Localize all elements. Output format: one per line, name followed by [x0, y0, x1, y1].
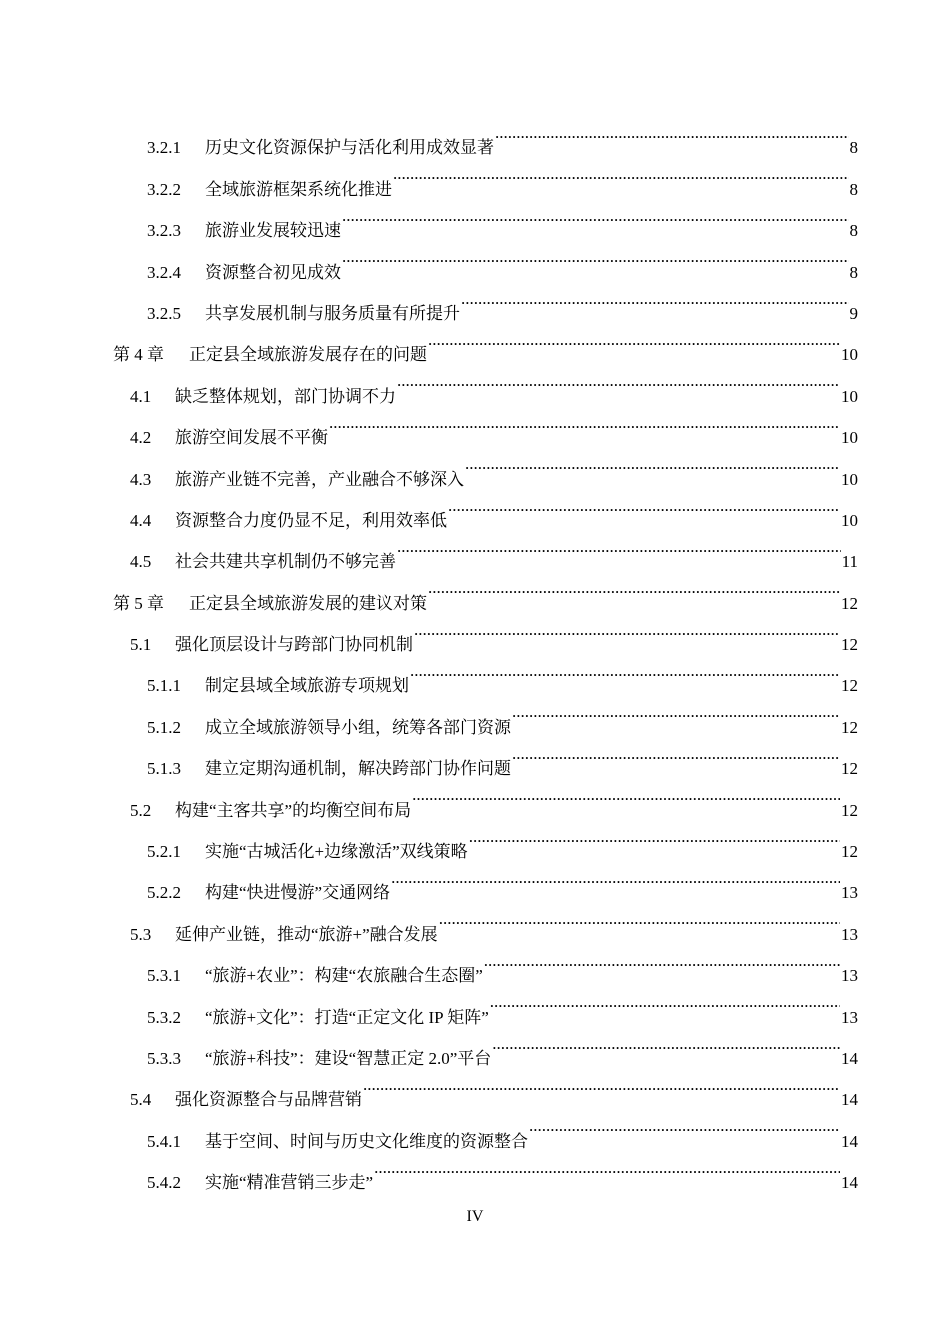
toc-entry-page: 9 — [849, 303, 858, 323]
toc-dot-leader — [374, 1147, 840, 1188]
toc-entry-page: 14 — [841, 1048, 858, 1068]
toc-entry-title: 构建“快进慢游”交通网络 — [205, 883, 391, 903]
toc-entry[interactable] — [0, 319, 950, 365]
toc-dot-leader — [484, 940, 840, 981]
toc-entry-number: 5.1.1 — [147, 676, 181, 696]
toc-entry-title: 资源整合力度仍显不足，利用效率低 — [175, 510, 447, 530]
toc-entry-number: 4.3 — [130, 469, 152, 489]
toc-entry-number: 5.1 — [130, 635, 152, 655]
toc-entry-page: 8 — [849, 179, 858, 199]
toc-entry-page: 10 — [841, 345, 858, 365]
toc-entry[interactable] — [0, 278, 950, 323]
toc-entry-title: 旅游空间发展不平衡 — [175, 428, 328, 448]
toc-entry-page: 8 — [849, 138, 858, 158]
toc-entry-title: “旅游+农业”：构建“农旅融合生态圈” — [205, 966, 483, 986]
toc-entry[interactable] — [0, 153, 950, 199]
toc-entry[interactable] — [0, 195, 950, 241]
toc-dot-leader — [397, 360, 840, 401]
toc-entry[interactable] — [0, 691, 950, 737]
toc-entry[interactable] — [0, 650, 950, 696]
toc-entry[interactable] — [0, 774, 950, 820]
toc-entry-number: 4.5 — [130, 552, 152, 572]
toc-entry-title: 强化顶层设计与跨部门协同机制 — [175, 635, 413, 655]
toc-dot-leader — [329, 402, 840, 443]
toc-entry-page: 10 — [841, 386, 858, 406]
toc-dot-leader — [512, 691, 840, 732]
toc-entry-number: 5.1.2 — [147, 717, 181, 737]
toc-entry-page: 12 — [841, 676, 858, 696]
toc-entry[interactable] — [0, 981, 950, 1027]
toc-entry-number: 5.2 — [130, 800, 152, 820]
toc-entry[interactable] — [0, 940, 950, 986]
toc-entry[interactable] — [0, 1064, 950, 1110]
toc-dot-leader — [529, 1105, 840, 1146]
toc-entry-page: 12 — [841, 800, 858, 820]
toc-entry-title: 建立定期沟通机制，解决跨部门协作问题 — [205, 759, 511, 779]
toc-entry-number: 5.3.3 — [147, 1048, 181, 1068]
toc-dot-leader — [428, 319, 840, 360]
toc-dot-leader — [393, 153, 849, 194]
toc-entry-page: 13 — [841, 924, 858, 944]
toc-entry-number: 5.2.1 — [147, 842, 181, 862]
toc-entry-number: 5.3 — [130, 924, 152, 944]
toc-entry[interactable] — [0, 733, 950, 779]
toc-entry-title: 旅游业发展较迅速 — [205, 221, 341, 241]
toc-entry-title: 成立全域旅游领导小组，统筹各部门资源 — [205, 717, 511, 737]
toc-entry-page: 14 — [841, 1131, 858, 1151]
toc-entry-number: 5.1.3 — [147, 759, 181, 779]
toc-entry-title: 社会共建共享机制仍不够完善 — [175, 552, 396, 572]
toc-entry-page: 12 — [841, 593, 858, 613]
table-of-contents — [0, 112, 950, 1193]
toc-entry[interactable] — [0, 236, 950, 282]
toc-dot-leader — [469, 816, 840, 857]
toc-entry-page: 14 — [841, 1090, 858, 1110]
toc-entry-page: 11 — [841, 552, 858, 572]
toc-entry-page: 14 — [841, 1173, 858, 1193]
toc-dot-leader — [412, 774, 840, 815]
toc-entry-title: 正定县全域旅游发展存在的问题 — [189, 345, 427, 365]
toc-dot-leader — [461, 278, 849, 319]
toc-entry[interactable] — [0, 1147, 950, 1193]
toc-entry-number: 4.2 — [130, 428, 152, 448]
toc-dot-leader — [490, 981, 840, 1022]
toc-entry-title: 基于空间、时间与历史文化维度的资源整合 — [205, 1131, 528, 1151]
toc-dot-leader — [465, 443, 840, 484]
toc-entry-number: 5.4.1 — [147, 1131, 181, 1151]
toc-dot-leader — [439, 898, 840, 939]
toc-entry-number: 3.2.3 — [147, 221, 181, 241]
toc-dot-leader — [391, 857, 840, 898]
toc-entry-title: 正定县全域旅游发展的建议对策 — [189, 593, 427, 613]
toc-entry-number: 5.2.2 — [147, 883, 181, 903]
toc-entry-title: 实施“古城活化+边缘激活”双线策略 — [205, 842, 468, 862]
toc-entry-page: 13 — [841, 883, 858, 903]
toc-entry-title: 历史文化资源保护与活化利用成效显著 — [205, 138, 494, 158]
toc-entry-page: 13 — [841, 966, 858, 986]
toc-dot-leader — [410, 650, 840, 691]
toc-entry-title: 强化资源整合与品牌营销 — [175, 1090, 362, 1110]
toc-entry-title: 制定县域全域旅游专项规划 — [205, 676, 409, 696]
toc-entry-number: 第 4 章 — [113, 345, 164, 365]
toc-entry-page: 10 — [841, 428, 858, 448]
toc-entry-page: 12 — [841, 717, 858, 737]
toc-entry-number: 3.2.1 — [147, 138, 181, 158]
toc-entry-title: 资源整合初见成效 — [205, 262, 341, 282]
toc-entry[interactable] — [0, 526, 950, 572]
toc-entry-number: 4.4 — [130, 510, 152, 530]
toc-dot-leader — [342, 195, 849, 236]
toc-entry-number: 3.2.5 — [147, 303, 181, 323]
toc-entry[interactable] — [0, 402, 950, 448]
toc-entry[interactable] — [0, 443, 950, 489]
toc-entry-page: 12 — [841, 842, 858, 862]
toc-entry[interactable] — [0, 816, 950, 862]
toc-dot-leader — [428, 567, 840, 608]
toc-dot-leader — [495, 112, 849, 153]
toc-entry-page: 10 — [841, 510, 858, 530]
toc-entry-title: 构建“主客共享”的均衡空间布局 — [175, 800, 412, 820]
toc-dot-leader — [448, 485, 840, 526]
toc-entry[interactable] — [0, 360, 950, 406]
toc-entry-page: 10 — [841, 469, 858, 489]
toc-dot-leader — [414, 609, 840, 650]
toc-entry-number: 第 5 章 — [113, 593, 164, 613]
toc-entry-title: 延伸产业链，推动“旅游+”融合发展 — [175, 924, 438, 944]
toc-entry-number: 5.3.1 — [147, 966, 181, 986]
toc-dot-leader — [363, 1064, 840, 1105]
toc-entry-title: 全域旅游框架系统化推进 — [205, 179, 392, 199]
toc-entry-number: 4.1 — [130, 386, 152, 406]
toc-dot-leader — [512, 733, 840, 774]
toc-entry[interactable] — [0, 857, 950, 903]
toc-entry-page: 12 — [841, 635, 858, 655]
toc-entry-title: 共享发展机制与服务质量有所提升 — [205, 303, 460, 323]
toc-entry-page: 12 — [841, 759, 858, 779]
toc-entry-number: 5.4 — [130, 1090, 152, 1110]
toc-entry-page: 8 — [849, 221, 858, 241]
toc-entry-page: 8 — [849, 262, 858, 282]
toc-entry-title: “旅游+文化”：打造“正定文化 IP 矩阵” — [205, 1007, 489, 1027]
toc-entry-title: 缺乏整体规划，部门协调不力 — [175, 386, 396, 406]
toc-entry-page: 13 — [841, 1007, 858, 1027]
toc-entry-number: 5.3.2 — [147, 1007, 181, 1027]
toc-entry[interactable] — [0, 112, 950, 158]
toc-entry-number: 5.4.2 — [147, 1173, 181, 1193]
toc-entry-title: 实施“精准营销三步走” — [205, 1173, 374, 1193]
toc-entry-number: 3.2.4 — [147, 262, 181, 282]
toc-entry[interactable] — [0, 1023, 950, 1068]
page-number: IV — [466, 1208, 484, 1225]
toc-entry-title: “旅游+科技”：建设“智慧正定 2.0”平台 — [205, 1048, 492, 1068]
toc-entry-title: 旅游产业链不完善，产业融合不够深入 — [175, 469, 464, 489]
toc-entry[interactable] — [0, 567, 950, 613]
toc-dot-leader — [397, 526, 841, 567]
toc-entry[interactable] — [0, 1105, 950, 1151]
toc-entry[interactable] — [0, 485, 950, 530]
toc-dot-leader — [492, 1023, 840, 1064]
toc-entry[interactable] — [0, 609, 950, 655]
toc-entry-number: 3.2.2 — [147, 179, 181, 199]
toc-dot-leader — [342, 236, 849, 277]
toc-entry[interactable] — [0, 898, 950, 944]
